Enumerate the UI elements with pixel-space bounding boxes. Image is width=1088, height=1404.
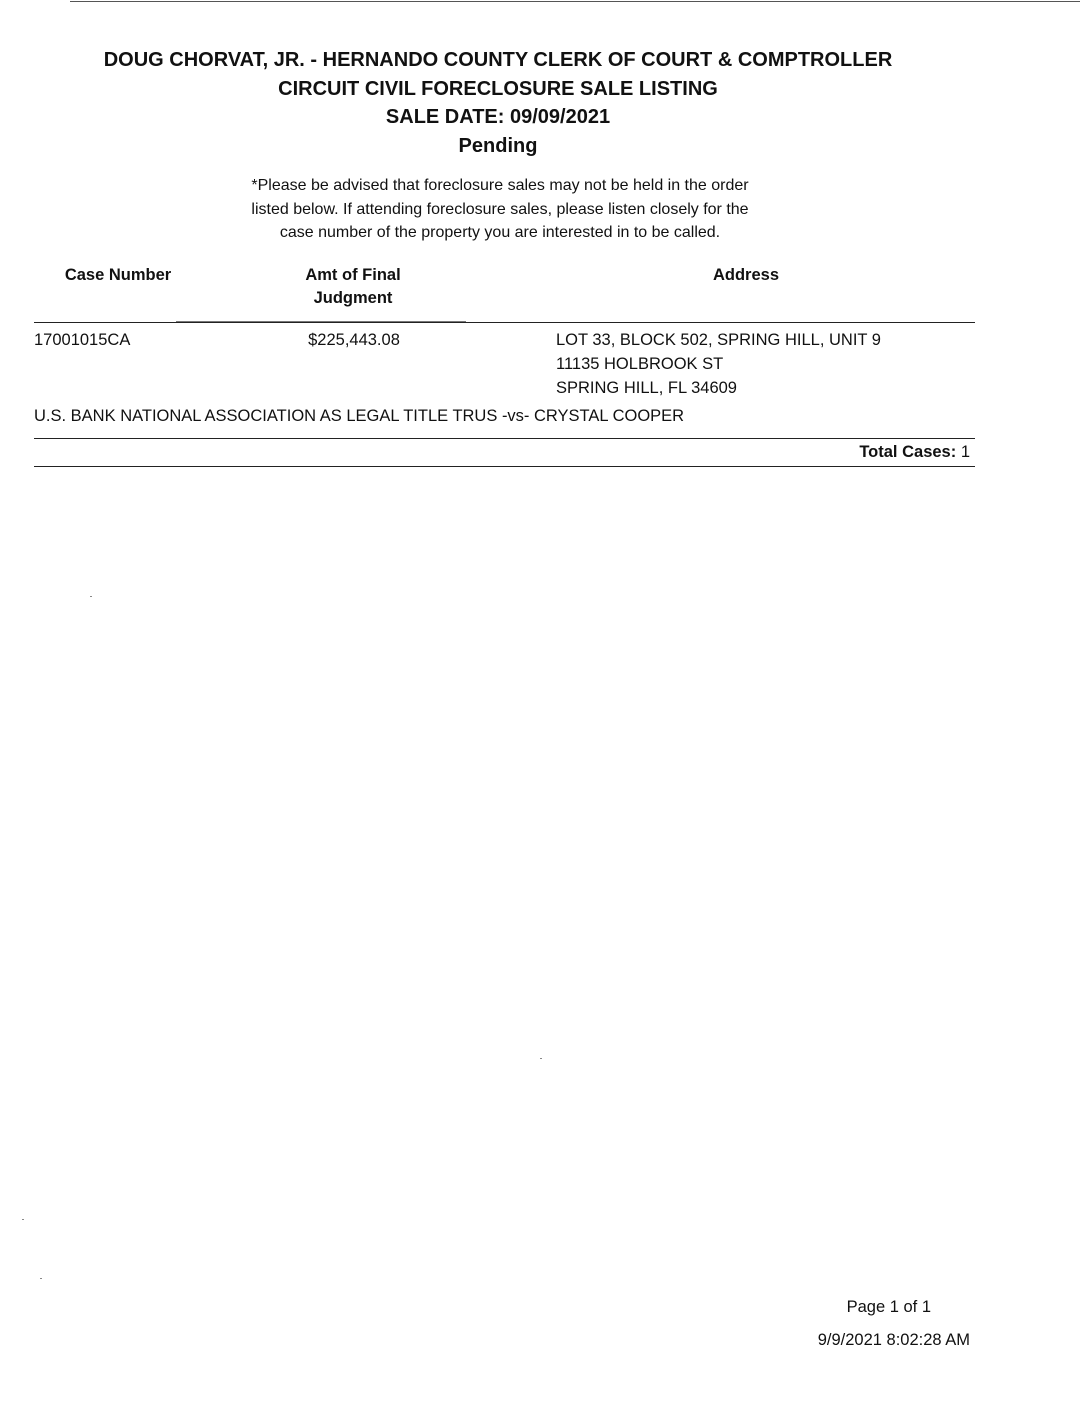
total-divider-bottom bbox=[34, 466, 975, 467]
scan-speck bbox=[90, 596, 92, 597]
total-cases-value: 1 bbox=[960, 443, 970, 461]
column-header-case-number: Case Number bbox=[64, 266, 172, 284]
scan-speck bbox=[22, 1219, 24, 1220]
notice-line: listed below. If attending foreclosure sales, please listen closely for the bbox=[251, 200, 749, 218]
advisory-notice bbox=[0, 174, 1000, 245]
status-label: Pending bbox=[458, 134, 538, 157]
address-line: SPRING HILL, FL 34609 bbox=[556, 379, 737, 397]
column-header-amount-line2: Judgment bbox=[313, 289, 393, 307]
column-header-amount-line1: Amt of Final bbox=[305, 266, 401, 284]
document-header bbox=[0, 46, 996, 160]
case-parties: U.S. BANK NATIONAL ASSOCIATION AS LEGAL TITLE TRUS -vs- CRYSTAL COOPER bbox=[34, 407, 685, 425]
column-header-amount bbox=[272, 264, 434, 310]
notice-line: case number of the property you are interested in to be called. bbox=[279, 224, 721, 241]
scan-edge-line bbox=[70, 1, 1080, 2]
page-number: Page 1 of 1 bbox=[846, 1298, 931, 1316]
address-line: LOT 33, BLOCK 502, SPRING HILL, UNIT 9 bbox=[556, 331, 881, 349]
clerk-title: DOUG CHORVAT, JR. - HERNANDO COUNTY CLERK OF COURT & COMPTROLLER bbox=[103, 49, 893, 71]
total-cases bbox=[859, 441, 970, 464]
notice-line: *Please be advised that foreclosure sales may not be held in the order bbox=[251, 177, 749, 194]
address-line: 11135 HOLBROOK ST bbox=[556, 355, 724, 373]
scan-speck bbox=[40, 1278, 42, 1279]
case-number-cell: 17001015CA bbox=[34, 331, 131, 349]
judgment-amount-cell: $225,443.08 bbox=[308, 331, 400, 349]
total-cases-label: Total Cases: bbox=[859, 443, 957, 461]
address-cell bbox=[556, 328, 881, 400]
sale-date: SALE DATE: 09/09/2021 bbox=[385, 106, 611, 128]
column-header-address: Address bbox=[712, 266, 780, 284]
scan-speck bbox=[540, 1058, 542, 1059]
print-timestamp: 9/9/2021 8:02:28 AM bbox=[817, 1331, 970, 1349]
total-divider-top bbox=[34, 438, 975, 439]
listing-title: CIRCUIT CIVIL FORECLOSURE SALE LISTING bbox=[278, 77, 718, 100]
header-divider bbox=[34, 322, 975, 323]
